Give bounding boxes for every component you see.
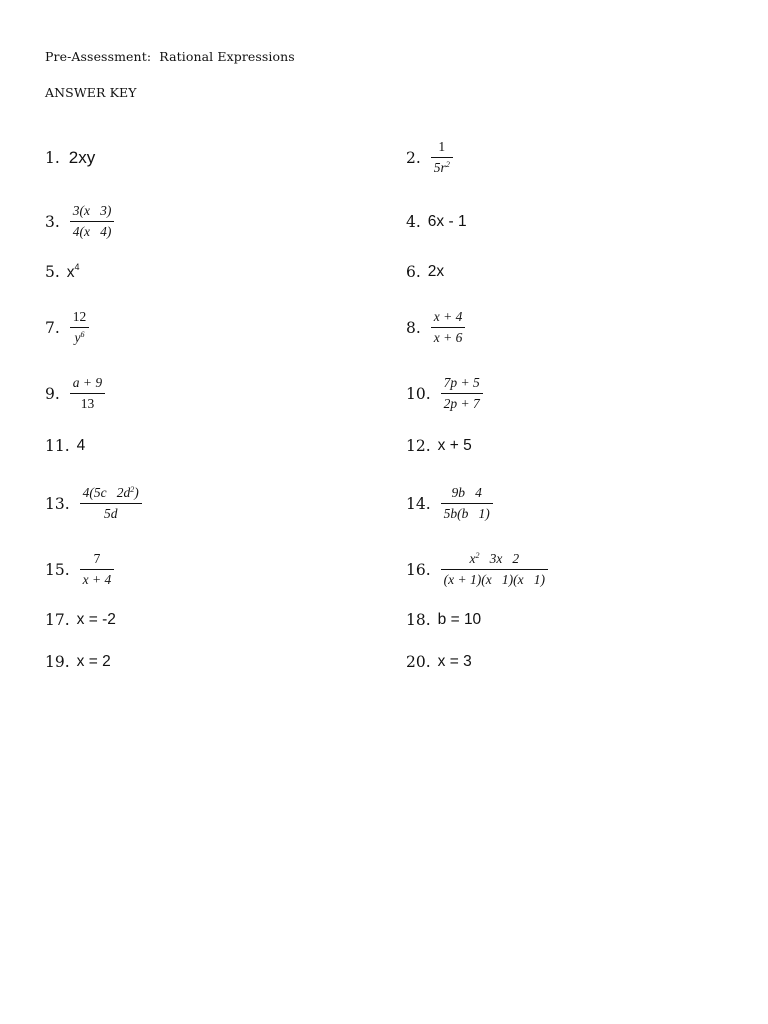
answer-item-2 xyxy=(406,138,453,178)
answer-item-9 xyxy=(45,374,105,414)
answer-item-14 xyxy=(406,484,493,524)
answer-number: 2. xyxy=(406,149,421,167)
answer-value: 6x - 1 xyxy=(427,213,467,230)
answer-item-19 xyxy=(45,642,111,682)
fraction-denominator: x + 4 xyxy=(82,572,112,587)
answer-fraction xyxy=(70,310,90,346)
fraction-numerator: x + 4 xyxy=(433,309,463,325)
answer-value: x = 3 xyxy=(437,653,472,670)
answer-number: 15. xyxy=(45,561,70,579)
answer-number: 1. xyxy=(45,149,60,167)
answer-value: b = 10 xyxy=(437,611,482,628)
fraction-numerator: 4(5c $2d^2$) xyxy=(82,485,139,501)
answer-number: 8. xyxy=(406,319,421,337)
answer-fraction xyxy=(441,486,493,522)
answer-fraction xyxy=(80,552,115,588)
answer-item-7 xyxy=(45,308,89,348)
answer-number: 3. xyxy=(45,213,60,231)
answer-fraction xyxy=(431,140,453,176)
exponent: 4 xyxy=(74,262,80,272)
answer-value: 2x xyxy=(427,263,445,280)
answer-value: x + 5 xyxy=(437,437,472,454)
fraction-denominator: 4(x 4) xyxy=(72,224,112,239)
answer-fraction xyxy=(441,376,483,412)
answer-number: 18. xyxy=(406,611,431,629)
answer-fraction xyxy=(70,204,115,240)
answer-number: 5. xyxy=(45,263,60,281)
answer-number: 16. xyxy=(406,561,431,579)
answer-fraction xyxy=(441,552,548,588)
fraction-numerator: 9b 4 xyxy=(451,485,482,501)
answer-value: 4 xyxy=(76,437,86,454)
fraction-denominator: $5r^2$ xyxy=(433,160,450,175)
answer-value: x = -2 xyxy=(76,611,116,628)
answer-number: 10. xyxy=(406,385,431,403)
answer-key-heading: ANSWER KEY xyxy=(45,85,137,100)
answer-number: 13. xyxy=(45,495,70,513)
fraction-numerator: 7p + 5 xyxy=(443,375,480,391)
fraction-denominator: 13 xyxy=(80,396,95,411)
answer-item-18 xyxy=(406,600,481,640)
fraction-numerator: 7 xyxy=(93,551,101,567)
answer-item-5 xyxy=(45,252,80,292)
answer-number: 12. xyxy=(406,437,431,455)
answer-value: $x^4$ xyxy=(66,262,80,281)
answer-item-20 xyxy=(406,642,472,682)
answer-item-6 xyxy=(406,252,444,292)
fraction-numerator: 12 xyxy=(72,309,87,325)
fraction-denominator: 5b(b 1) xyxy=(443,506,490,521)
answer-item-15 xyxy=(45,550,114,590)
answer-number: 11. xyxy=(45,437,70,455)
answer-value: 2xy xyxy=(68,148,96,167)
answer-item-1 xyxy=(45,138,95,178)
answer-item-13 xyxy=(45,484,142,524)
fraction-denominator: $y^6$ xyxy=(74,330,85,345)
answer-item-12 xyxy=(406,426,472,466)
answer-number: 20. xyxy=(406,653,431,671)
fraction-denominator: (x + 1)(x 1)(x 1) xyxy=(443,572,545,587)
answer-number: 7. xyxy=(45,319,60,337)
answer-number: 19. xyxy=(45,653,70,671)
answer-item-16 xyxy=(406,550,548,590)
answer-item-17 xyxy=(45,600,116,640)
answer-fraction xyxy=(70,376,105,412)
answer-item-3 xyxy=(45,202,114,242)
fraction-denominator: x + 6 xyxy=(433,330,463,345)
answer-fraction xyxy=(431,310,466,346)
fraction-numerator: 3(x 3) xyxy=(72,203,112,219)
answer-item-8 xyxy=(406,308,465,348)
answer-value: x = 2 xyxy=(76,653,111,670)
answer-item-11 xyxy=(45,426,85,466)
fraction-numerator: 1 xyxy=(438,139,446,155)
fraction-numerator: $x^2$ 3x 2 xyxy=(469,551,520,567)
answer-item-10 xyxy=(406,374,483,414)
answer-number: 6. xyxy=(406,263,421,281)
answer-number: 9. xyxy=(45,385,60,403)
page-title: Pre-Assessment: Rational Expressions xyxy=(45,49,295,64)
fraction-denominator: 2p + 7 xyxy=(443,396,480,411)
answer-number: 4. xyxy=(406,213,421,231)
answer-fraction xyxy=(80,486,142,522)
fraction-denominator: 5d xyxy=(103,506,118,521)
answer-item-4 xyxy=(406,202,467,242)
answer-number: 17. xyxy=(45,611,70,629)
answer-number: 14. xyxy=(406,495,431,513)
fraction-numerator: a + 9 xyxy=(72,375,103,391)
